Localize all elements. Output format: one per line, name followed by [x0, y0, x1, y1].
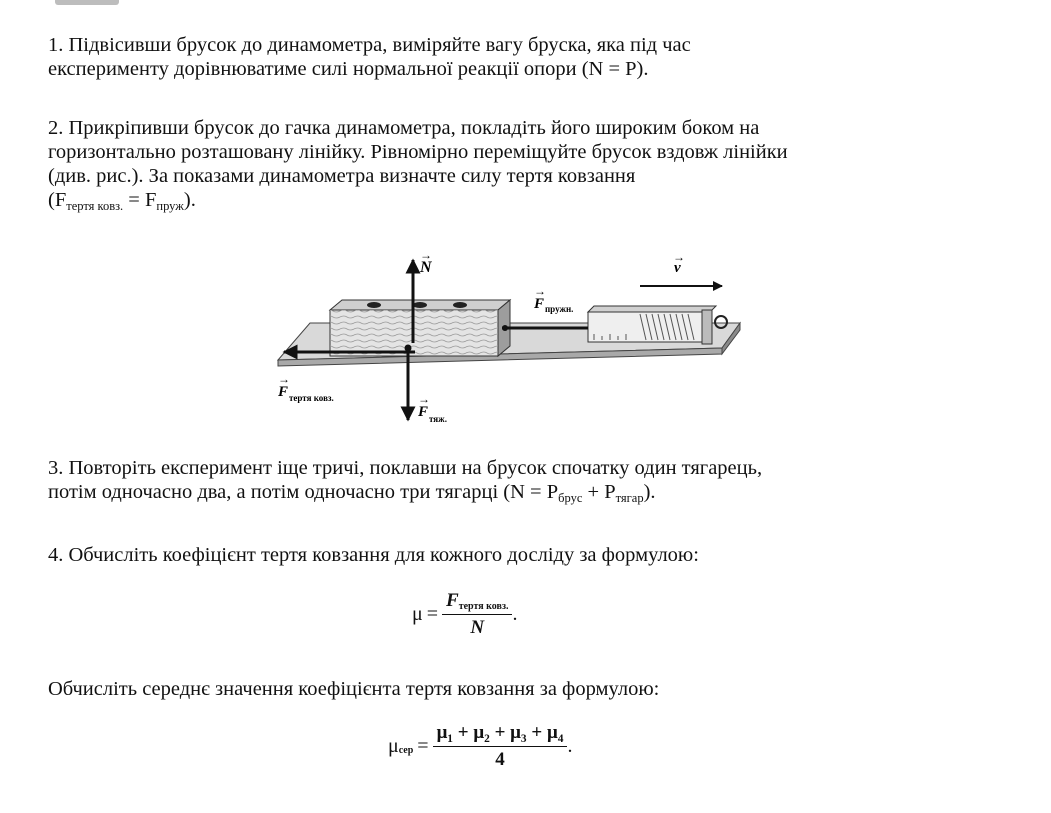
label-v: v — [674, 260, 681, 276]
step-4-text: 4. Обчисліть коефіцієнт тертя ковзання для кожного досліду за формулою: — [48, 544, 699, 566]
label-F-gravity-sub: тяж. — [429, 414, 447, 424]
svg-text:→: → — [420, 248, 432, 262]
label-F-spring-sub: пружн. — [545, 304, 574, 314]
label-F-gravity: F — [418, 404, 429, 420]
label-F-friction: F — [278, 384, 289, 400]
svg-text:→: → — [278, 372, 290, 386]
label-F-friction-sub: тертя ковз. — [289, 393, 334, 403]
step-3-text: 3. Повторіть експеримент іще тричі, поклавши на брусок спочатку один тягарець, потім одночасно два, а потім одночасно три тягарці $(N = P_{брус} + P_{тягар})$. — [48, 457, 763, 505]
experiment-figure — [270, 248, 760, 433]
friction-coefficient-formula: μ = $\frac{\text{Fтертя ковз.}}{N}$ . — [412, 590, 518, 638]
svg-text:→: → — [673, 250, 685, 264]
svg-text:→: → — [534, 284, 546, 298]
step-1-text: 1. Підвісивши брусок до динамометра, виміряйте вагу бруска, яка під час експерименту дорівнюватиме силі нормальної реакції опори (N = P). — [48, 34, 691, 80]
top-edge-mark — [55, 0, 119, 5]
wooden-block — [330, 300, 510, 356]
mean-coefficient-formula: μсер = $\frac{\text{μ₁ + μ₂ + μ₃ + μ₄}}{4}$ . — [388, 722, 573, 770]
label-F-spring: F — [534, 296, 545, 312]
dynamometer — [588, 306, 727, 344]
mean-value-text: Обчисліть середнє значення коефіцієнта тертя ковзання за формулою: — [48, 678, 660, 700]
svg-text:→: → — [418, 392, 430, 406]
step-2-text: 2. Прикріпивши брусок до гачка динамометра, покладіть його широким боком на горизонтально розташовану лінійку. Рівномірно переміщуйте брусок вздовж лінійки (див. рис.). За показами динамометра визначте силу тертя ковзання $(F_{тертя ковз.} = F_{пруж})$. — [48, 117, 788, 213]
label-N: N — [420, 259, 432, 276]
